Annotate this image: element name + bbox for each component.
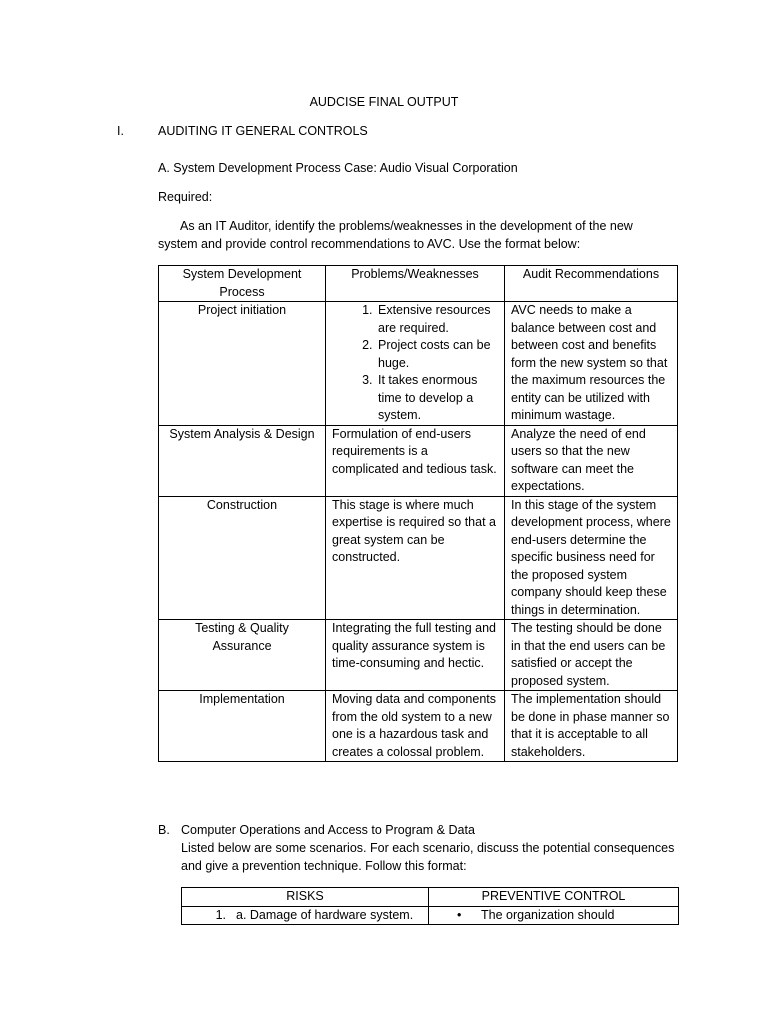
list-item: 3. It takes enormous time to develop a system. xyxy=(376,372,498,425)
section-number: I. xyxy=(117,124,124,138)
recommendation-cell: AVC needs to make a balance between cost and between cost and benefits form the new system so that the maximum resources the entity can be utilized with minimum wastage. xyxy=(505,302,678,426)
control-text: The organization should xyxy=(481,907,615,922)
system-development-table xyxy=(158,265,678,762)
scenario-instructions: Listed below are some scenarios. For each scenario, discuss the potential consequences and give a prevention technique. Follow this format: xyxy=(181,841,675,873)
subsection-b-title: Computer Operations and Access to Program & Data xyxy=(181,823,475,837)
subsection-b-letter: B. xyxy=(158,823,170,837)
column-header-preventive-control: PREVENTIVE CONTROL xyxy=(429,888,679,907)
process-cell: System Analysis & Design xyxy=(159,425,326,496)
table-row xyxy=(159,620,678,691)
bullet-icon: • xyxy=(457,907,462,922)
problems-cell: This stage is where much expertise is required so that a great system can be constructed. xyxy=(326,496,505,620)
column-header-process: System Development Process xyxy=(159,266,326,302)
problems-cell: Integrating the full testing and quality assurance system is time-consuming and hectic. xyxy=(326,620,505,691)
section-title: AUDITING IT GENERAL CONTROLS xyxy=(158,124,368,138)
process-cell: Construction xyxy=(159,496,326,620)
control-cell xyxy=(429,906,679,925)
table-row xyxy=(159,691,678,762)
problems-cell xyxy=(326,302,505,426)
process-cell: Project initiation xyxy=(159,302,326,426)
recommendation-cell: The implementation should be done in phase manner so that it is acceptable to all stakeholders. xyxy=(505,691,678,762)
list-item: 2. Project costs can be huge. xyxy=(376,337,498,372)
risk-number: 1. xyxy=(215,907,226,922)
process-cell: Testing & Quality Assurance xyxy=(159,620,326,691)
process-cell: Implementation xyxy=(159,691,326,762)
table-row xyxy=(182,906,679,925)
list-item: 1. Extensive resources are required. xyxy=(376,302,498,337)
table-row xyxy=(159,302,678,426)
recommendation-cell: In this stage of the system development process, where end-users determine the specific business need for the proposed system company should keep these things in determination. xyxy=(505,496,678,620)
recommendation-cell: Analyze the need of end users so that the new software can meet the expectations. xyxy=(505,425,678,496)
risk-text: a. Damage of hardware system. xyxy=(236,907,414,922)
column-header-risks: RISKS xyxy=(182,888,429,907)
recommendation-cell: The testing should be done in that the end users can be satisfied or accept the proposed system. xyxy=(505,620,678,691)
column-header-recommendations: Audit Recommendations xyxy=(505,266,678,302)
table-header-row xyxy=(159,266,678,302)
problems-cell: Moving data and components from the old system to a new one is a hazardous task and creates a colossal problem. xyxy=(326,691,505,762)
problems-cell: Formulation of end-users requirements is a complicated and tedious task. xyxy=(326,425,505,496)
document-title: AUDCISE FINAL OUTPUT xyxy=(309,95,459,109)
table-header-row xyxy=(182,888,679,907)
risks-table xyxy=(181,887,679,925)
risk-cell xyxy=(182,906,429,925)
table-row xyxy=(159,496,678,620)
required-label: Required: xyxy=(158,190,213,204)
instructions-paragraph: As an IT Auditor, identify the problems/weaknesses in the development of the new system and provide control recommendations to AVC. Use the format below: xyxy=(158,219,633,251)
column-header-problems: Problems/Weaknesses xyxy=(326,266,505,302)
subsection-a-title: A. System Development Process Case: Audio Visual Corporation xyxy=(158,161,518,175)
table-row xyxy=(159,425,678,496)
problems-list xyxy=(332,302,498,425)
